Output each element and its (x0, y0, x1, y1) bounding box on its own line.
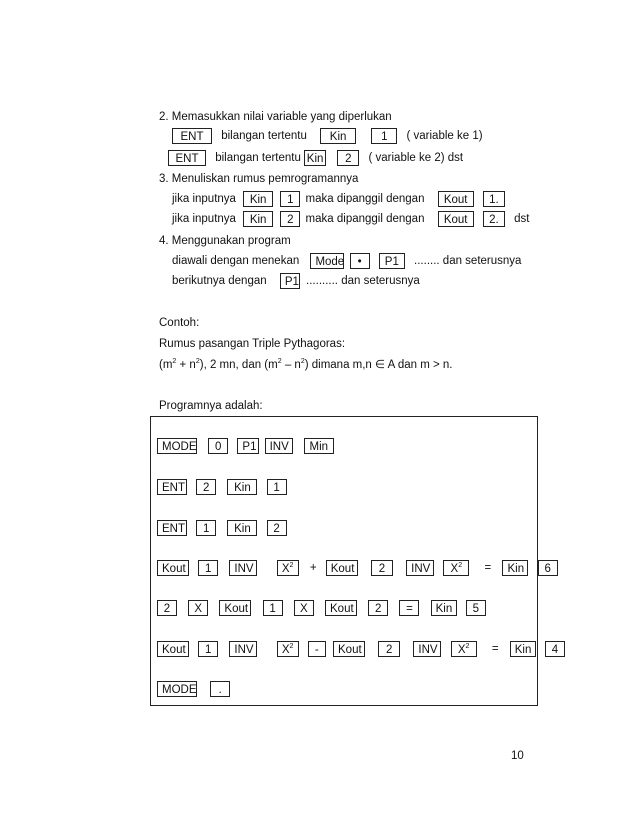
key: Kin (510, 641, 536, 657)
key: ENT (157, 479, 187, 495)
key: = (399, 600, 419, 616)
key-kin: Kin (304, 150, 326, 166)
key-ent: ENT (172, 128, 212, 144)
key: Kin (227, 520, 257, 536)
key: Kout (326, 560, 358, 576)
key: 2 (368, 600, 388, 616)
step4-line1 (172, 253, 521, 269)
key: 1 (267, 479, 287, 495)
key-2: 2 (280, 211, 300, 227)
key-1: 1 (371, 128, 397, 144)
text: ........ dan seterusnya (414, 255, 522, 268)
text: ( variable ke 1) (406, 130, 483, 143)
key: Min (304, 438, 334, 454)
key: Kin (431, 600, 457, 616)
key: MODE (157, 681, 197, 697)
step3-line2 (172, 211, 529, 227)
key: 1 (198, 560, 218, 576)
key-1: 1 (280, 191, 300, 207)
superscript: 2 (277, 358, 282, 366)
key: INV (406, 560, 434, 576)
key: Kout (219, 600, 251, 616)
step2-line2 (168, 150, 463, 166)
page-number: 10 (511, 750, 524, 762)
x-label: X (450, 563, 459, 575)
formula-title: Rumus pasangan Triple Pythagoras: (159, 338, 346, 350)
text: jika inputnya (172, 193, 236, 206)
key (443, 560, 469, 576)
text: diawali dengan menekan (172, 255, 300, 268)
key: 4 (545, 641, 565, 657)
key: . (210, 681, 230, 697)
step2-title: 2. Memasukkan nilai variable yang diperlukan (159, 111, 392, 123)
program-row-1 (157, 438, 334, 456)
x-label: X (281, 644, 290, 656)
key: ENT (157, 520, 187, 536)
x-label: X (457, 644, 466, 656)
key: 2 (267, 520, 287, 536)
key-ent: ENT (168, 150, 206, 166)
program-label: Programnya adalah: (159, 400, 263, 412)
step4-title: 4. Menggunakan program (159, 235, 291, 247)
key: X (294, 600, 314, 616)
key: Kout (157, 560, 189, 576)
key-p1: P1 (280, 273, 300, 289)
program-row-7 (157, 681, 230, 699)
step3-title: 3. Menuliskan rumus pemrogramannya (159, 173, 359, 185)
step4-line2 (172, 273, 420, 289)
text: berikutnya dengan (172, 275, 267, 288)
key-kin: Kin (320, 128, 356, 144)
key: 2 (157, 600, 177, 616)
formula-part: – n (281, 359, 301, 371)
key: Kout (325, 600, 357, 616)
key-2: 2 (337, 150, 359, 166)
key: 2 (196, 479, 216, 495)
key: INV (229, 560, 257, 576)
key (277, 641, 299, 657)
superscript: 2 (458, 562, 463, 570)
program-row-6 (157, 641, 565, 659)
formula (159, 357, 453, 373)
key-p1: P1 (379, 253, 405, 269)
key: INV (413, 641, 441, 657)
key-kin: Kin (243, 191, 273, 207)
example-label: Contoh: (159, 317, 200, 329)
key: 6 (538, 560, 558, 576)
x-label: X (281, 563, 290, 575)
equals: = (484, 562, 492, 574)
program-row-4 (157, 560, 558, 578)
key-1: 1. (483, 191, 505, 207)
key (277, 560, 299, 576)
equals: = (491, 643, 499, 655)
formula-part: + n (176, 359, 196, 371)
key: Kin (227, 479, 257, 495)
key: INV (265, 438, 293, 454)
program-row-2 (157, 479, 287, 497)
key: P1 (237, 438, 259, 454)
key: - (308, 641, 326, 657)
program-box (150, 416, 559, 706)
text: .......... dan seterusnya (306, 275, 420, 288)
text: maka dipanggil dengan (305, 213, 425, 226)
key (451, 641, 477, 657)
key-mode: Mode (310, 253, 344, 269)
key: X (188, 600, 208, 616)
superscript: 2 (195, 358, 200, 366)
text: bilangan tertentu (215, 152, 301, 165)
text: bilangan tertentu (221, 130, 307, 143)
key: 2 (378, 641, 400, 657)
key: 1 (198, 641, 218, 657)
key: 1 (196, 520, 216, 536)
superscript: 2 (300, 358, 305, 366)
key-kout: Kout (438, 191, 474, 207)
key-kout: Kout (438, 211, 474, 227)
key-2: 2. (483, 211, 505, 227)
program-row-5 (157, 600, 486, 618)
superscript: 2 (289, 643, 294, 651)
key-dot: • (350, 253, 370, 269)
key-kin: Kin (243, 211, 273, 227)
formula-part: ) dimana m,n ∈ A dan m > n. (304, 359, 453, 371)
text: maka dipanggil dengan (305, 193, 425, 206)
key: 0 (208, 438, 228, 454)
key: Kout (333, 641, 365, 657)
step2-line1 (172, 128, 483, 144)
key: 1 (263, 600, 283, 616)
key: MODE (157, 438, 197, 454)
program-row-3 (157, 520, 287, 538)
text: jika inputnya (172, 213, 236, 226)
plus: + (309, 562, 317, 574)
key: INV (229, 641, 257, 657)
text: dst (514, 213, 530, 226)
key: 2 (371, 560, 393, 576)
step3-line1 (172, 191, 505, 207)
key: Kin (502, 560, 528, 576)
superscript: 2 (465, 643, 470, 651)
text: ( variable ke 2) dst (368, 152, 464, 165)
key: Kout (157, 641, 189, 657)
key: 5 (466, 600, 486, 616)
formula-part: ), 2 mn, dan (m (199, 359, 278, 371)
superscript: 2 (172, 358, 177, 366)
superscript: 2 (289, 562, 294, 570)
formula-part: (m (159, 359, 173, 371)
